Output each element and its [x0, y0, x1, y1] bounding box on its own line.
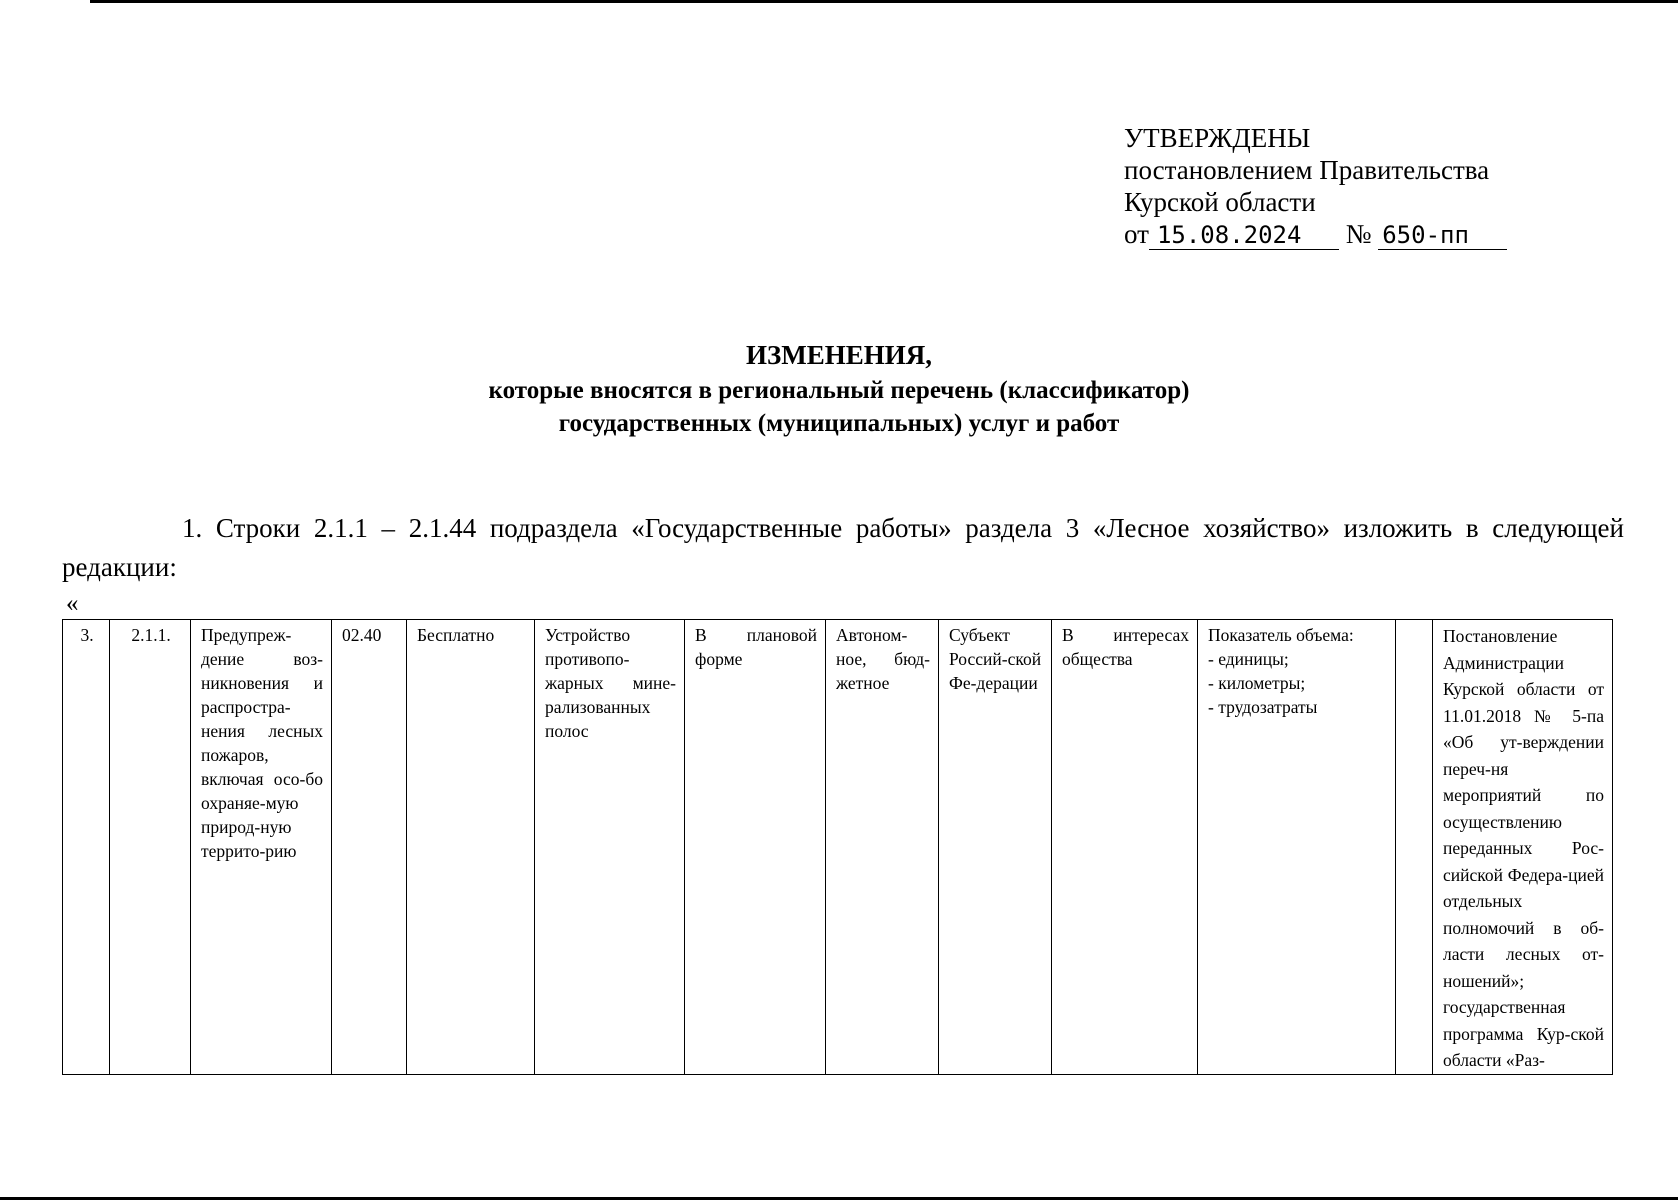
approval-stamp [1124, 122, 1507, 250]
volume-indicator-item: - километры; [1208, 673, 1306, 693]
cell-work-form: В плановой форме [685, 620, 826, 1075]
approval-number: 650-пп [1378, 221, 1507, 250]
volume-indicator-title: Показатель объема: [1208, 625, 1354, 645]
document-title: ИЗМЕНЕНИЯ, [745, 340, 932, 370]
cell-work-content: Устройство противопо-жарных мине-рализованных полос [535, 620, 685, 1075]
cell-institution-type: Автоном-ное, бюд-жетное [826, 620, 939, 1075]
cell-work-name: Предупреж-дение воз-никновения и распростра-нения лесных пожаров, включая осо-бо охраняе-мую природ-ную террито-рию [191, 620, 332, 1075]
classifier-table [62, 619, 1613, 1075]
cell-okved: 02.40 [332, 620, 407, 1075]
cell-code: 2.1.1. [110, 620, 191, 1075]
approval-date-line [1124, 218, 1507, 250]
table-row [63, 620, 1613, 1075]
cell-consumers: В интересах общества [1052, 620, 1198, 1075]
approval-line-3: Курской области [1124, 187, 1316, 217]
document-subtitle-line-2: государственных (муниципальных) услуг и работ [558, 410, 1120, 437]
body-paragraph: 1. Строки 2.1.1 – 2.1.44 подраздела «Государственные работы» раздела 3 «Лесное хозяйство» изложить в следующей редакции: [62, 513, 1624, 582]
document-subtitle-line-1: которые вносятся в региональный перечень (классификатор) [488, 377, 1190, 404]
cell-authority-level: Субъект Россий-ской Фе-дерации [939, 620, 1052, 1075]
cell-legal-basis: Постановление Администрации Курской области от 11.01.2018 № 5-па «Об ут-верждении переч-ня мероприятий по осуществлению переданных Рос-сийской Федера-цией отдельных полномочий в об-ласти лесных от-ношений»; государственная программа Кур-ской области «Раз- [1433, 620, 1613, 1075]
cell-payment: Бесплатно [407, 620, 535, 1075]
volume-indicator-item: - трудозатраты [1208, 697, 1318, 717]
page-top-border [90, 0, 1678, 3]
volume-indicator-item: - единицы; [1208, 649, 1289, 669]
approval-date: 15.08.2024 [1149, 221, 1339, 250]
cell-row-number: 3. [63, 620, 110, 1075]
approval-line-2: постановлением Правительства [1124, 155, 1490, 185]
number-prefix: № [1345, 219, 1372, 249]
cell-quality-indicators [1396, 620, 1433, 1075]
opening-quote: « [66, 590, 79, 617]
approval-heading: УТВЕРЖДЕНЫ [1124, 123, 1311, 153]
date-prefix: от [1124, 219, 1149, 249]
cell-volume-indicators [1198, 620, 1396, 1075]
